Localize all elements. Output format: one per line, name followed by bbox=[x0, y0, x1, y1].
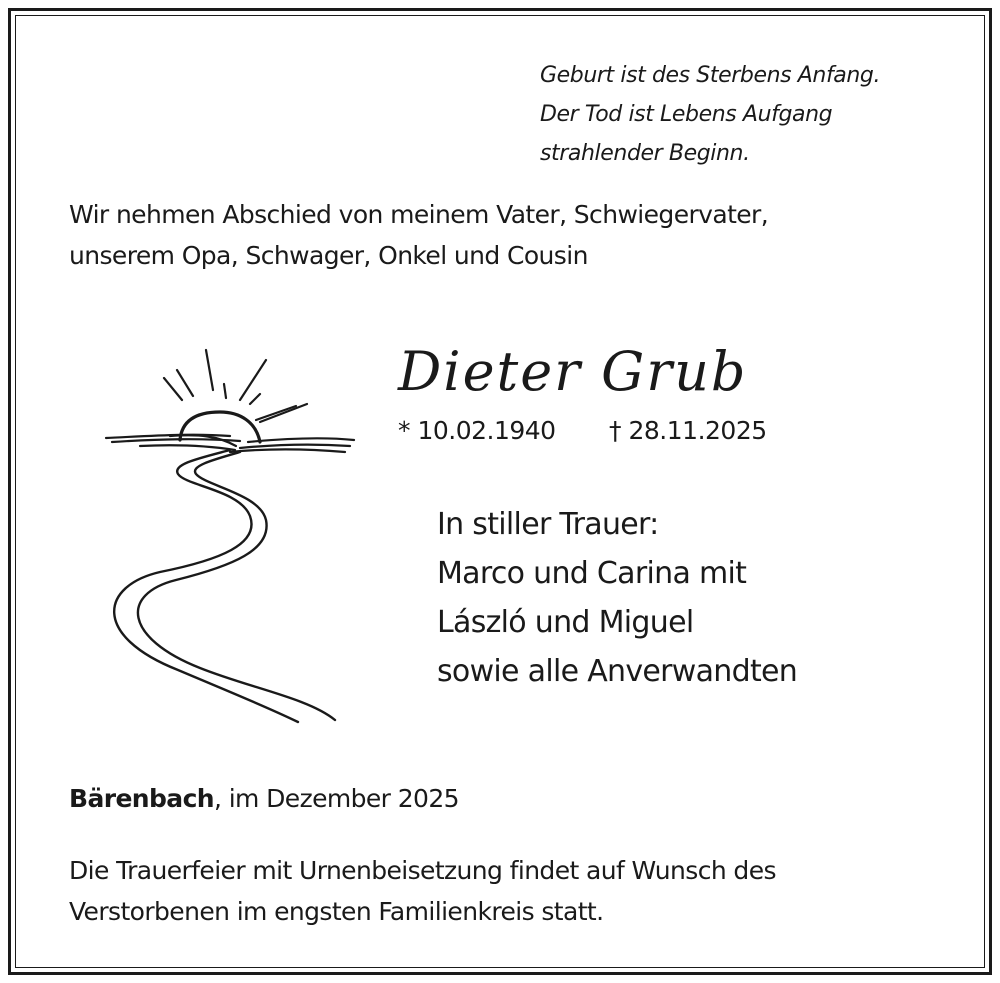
place-name: Bärenbach bbox=[69, 784, 214, 813]
motto-line: strahlender Beginn. bbox=[540, 141, 750, 166]
mourners-line: László und Miguel bbox=[437, 605, 694, 640]
intro-line: Wir nehmen Abschied von meinem Vater, Schwiegervater, bbox=[69, 200, 769, 229]
motto-line: Geburt ist des Sterbens Anfang. bbox=[540, 63, 881, 88]
mourners-line: In stiller Trauer: bbox=[437, 507, 659, 542]
mourners-block bbox=[437, 500, 797, 696]
motto-line: Der Tod ist Lebens Aufgang bbox=[540, 102, 833, 127]
date-text: , im Dezember 2025 bbox=[214, 784, 459, 813]
death-date: † 28.11.2025 bbox=[609, 416, 767, 445]
notice-line: Die Trauerfeier mit Urnenbeisetzung findet auf Wunsch des bbox=[69, 856, 776, 885]
life-dates bbox=[398, 413, 767, 449]
farewell-intro bbox=[69, 194, 768, 276]
deceased-name: Dieter Grub bbox=[398, 340, 748, 403]
birth-date: * 10.02.1940 bbox=[398, 416, 556, 445]
sunrise-path-icon bbox=[100, 340, 360, 725]
mourners-line: Marco und Carina mit bbox=[437, 556, 747, 591]
place-date-line bbox=[69, 779, 459, 819]
notice-line: Verstorbenen im engsten Familienkreis statt. bbox=[69, 897, 604, 926]
mourners-line: sowie alle Anverwandten bbox=[437, 654, 798, 689]
funeral-notice bbox=[69, 850, 776, 932]
intro-line: unserem Opa, Schwager, Onkel und Cousin bbox=[69, 241, 588, 270]
motto-quote bbox=[540, 56, 880, 173]
